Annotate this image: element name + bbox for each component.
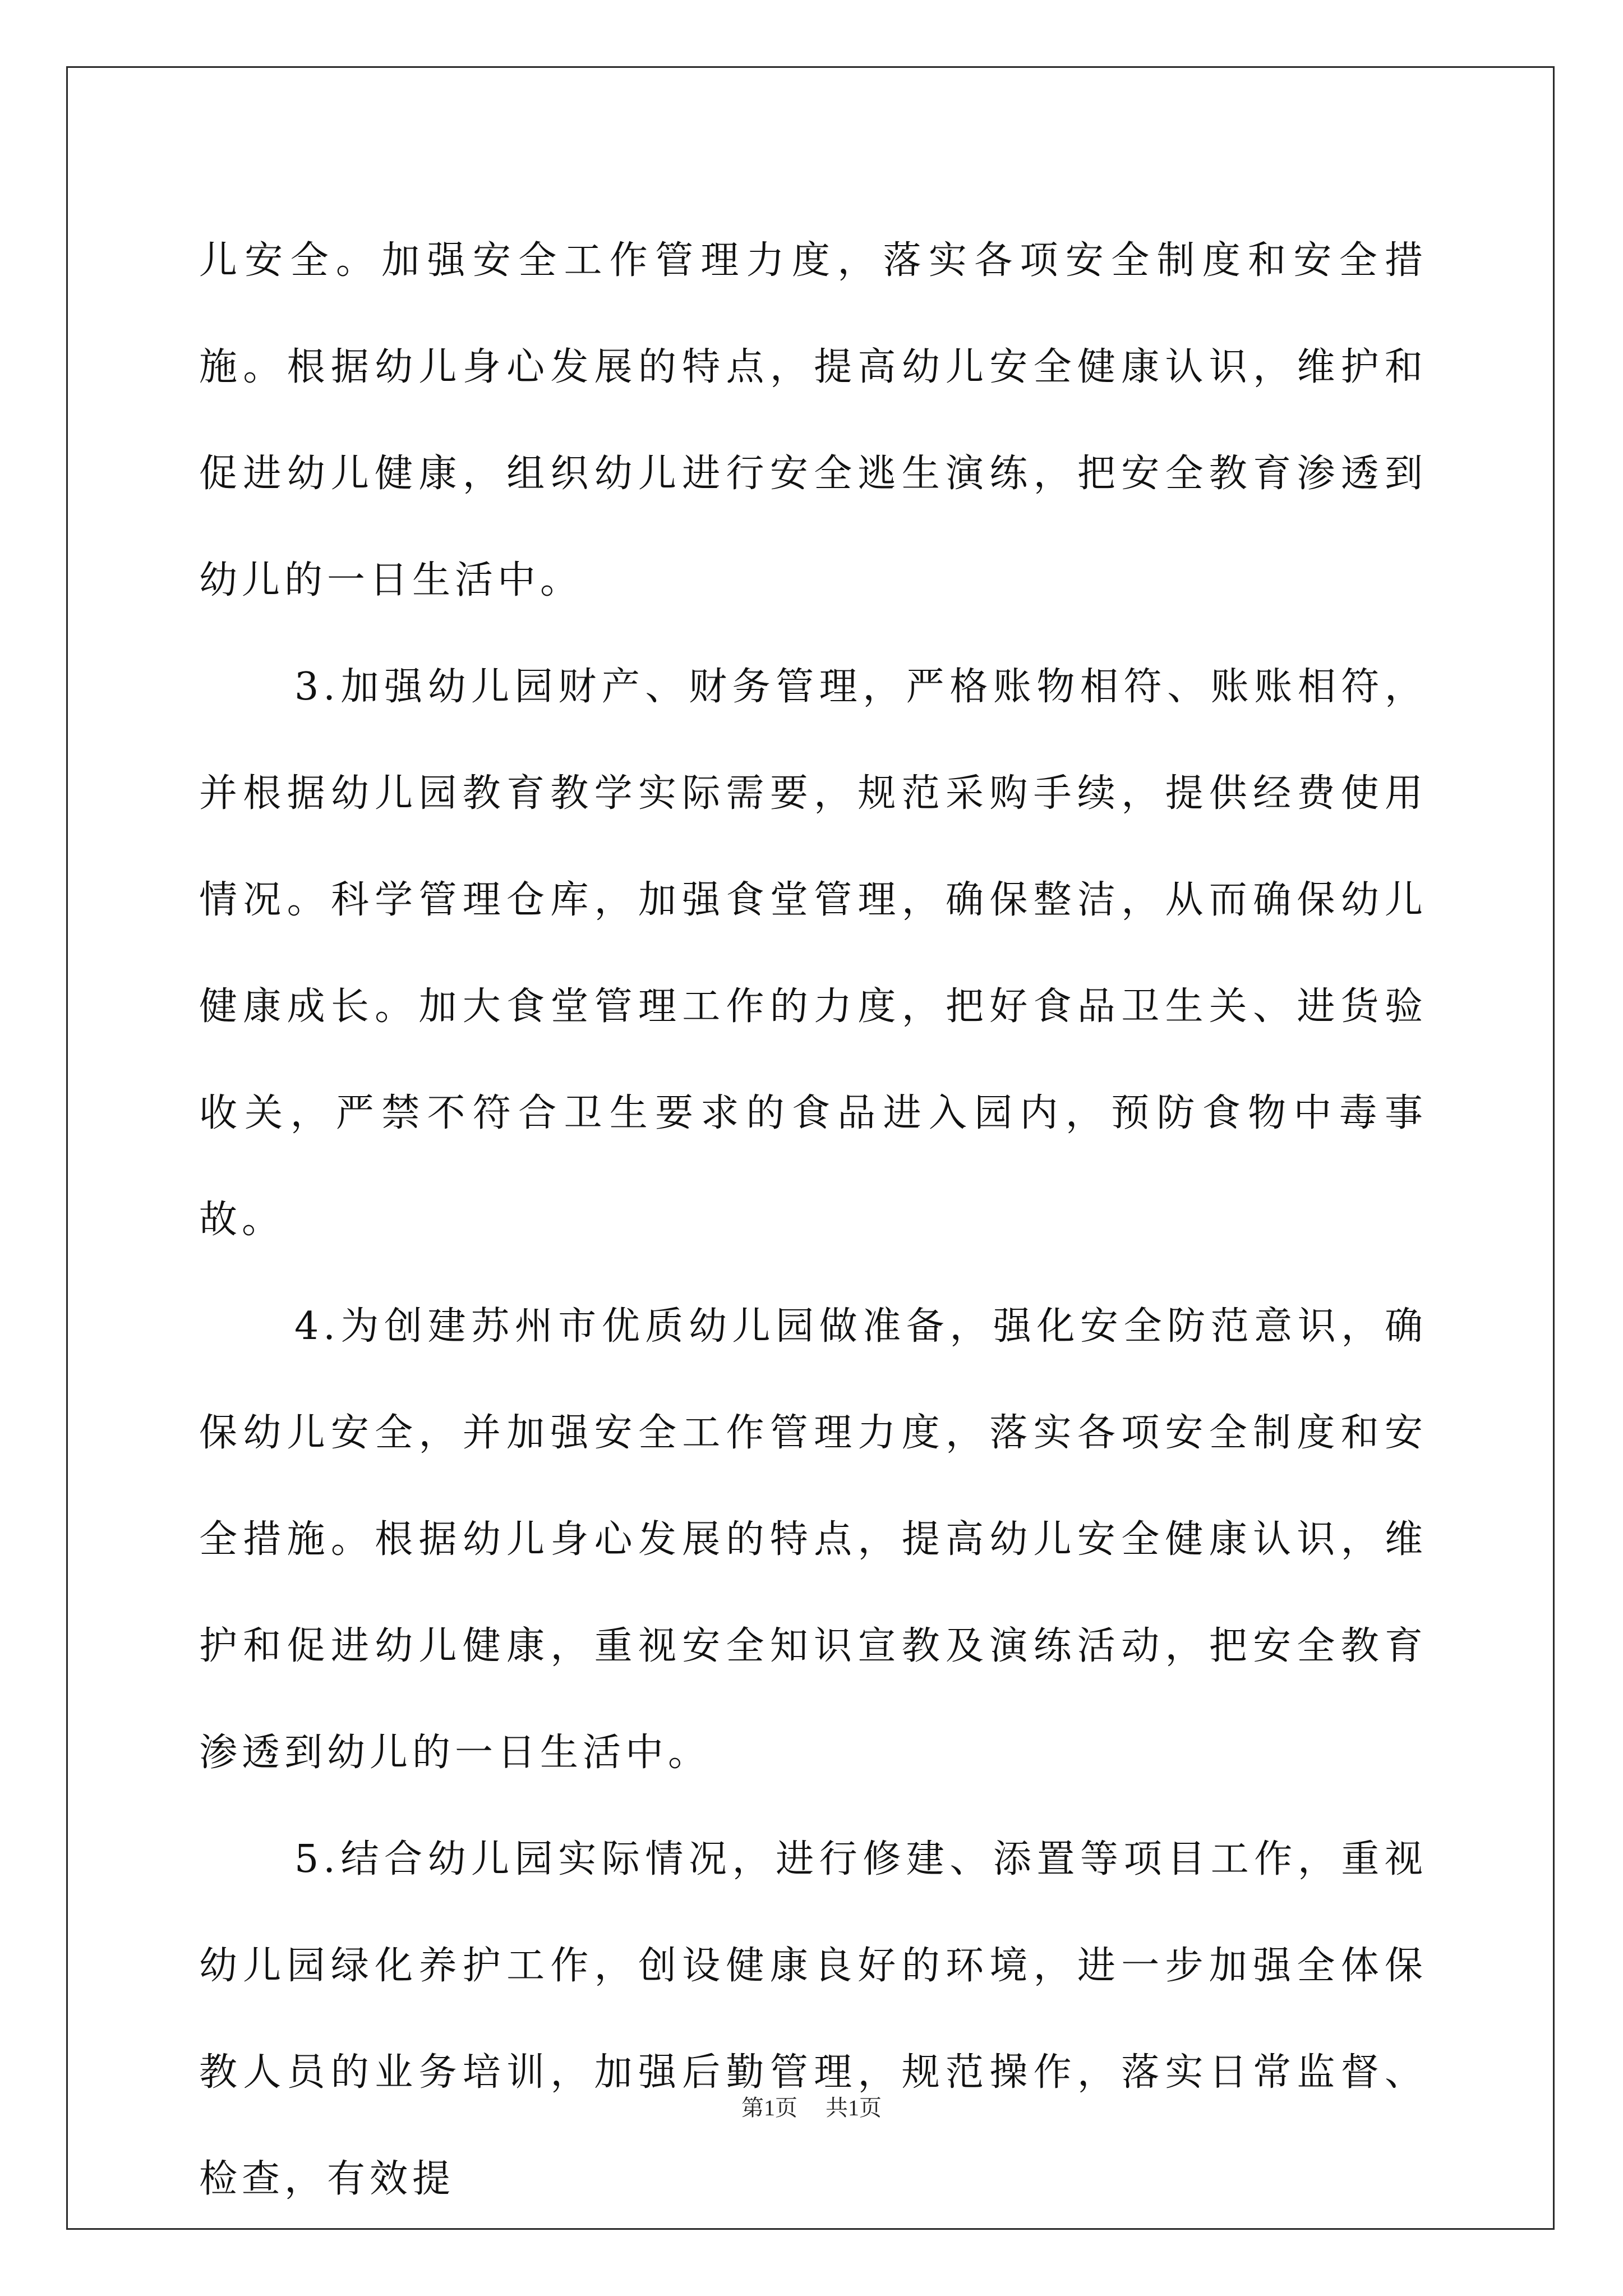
- paragraph-2: 3.加强幼儿园财产、财务管理，严格账物相符、账账相符，并根据幼儿园教育教学实际需要，规范采购手续，提供经费使用情况。科学管理仓库，加强食堂管理，确保整洁，从而确保幼儿健康成长。加大食堂管理工作的力度，把好食品卫生关、进货验收关，严禁不符合卫生要求的食品进入园内，预防食物中毒事故。: [199, 665, 1427, 1242]
- paragraph-1: 儿安全。加强安全工作管理力度，落实各项安全制度和安全措施。根据幼儿身心发展的特点，提高幼儿安全健康认识，维护和促进幼儿健康，组织幼儿进行安全逃生演练，把安全教育渗透到幼儿的一日生活中。: [199, 238, 1427, 602]
- page-number: 第1页: [741, 2095, 797, 2120]
- document-body: [199, 208, 1427, 2233]
- paragraph-4: 5.结合幼儿园实际情况，进行修建、添置等项目工作，重视幼儿园绿化养护工作，创设健康良好的环境，进一步加强全体保教人员的业务培训，加强后勤管理，规范操作，落实日常监督、检查，有效提: [199, 1837, 1427, 2201]
- paragraph-3: 4.为创建苏州市优质幼儿园做准备，强化安全防范意识，确保幼儿安全，并加强安全工作管理力度，落实各项安全制度和安全措施。根据幼儿身心发展的特点，提高幼儿安全健康认识，维护和促进幼儿健康，重视安全知识宣教及演练活动，把安全教育渗透到幼儿的一日生活中。: [199, 1304, 1427, 1775]
- page-total: 共1页: [826, 2095, 882, 2120]
- page-footer: [0, 2091, 1623, 2125]
